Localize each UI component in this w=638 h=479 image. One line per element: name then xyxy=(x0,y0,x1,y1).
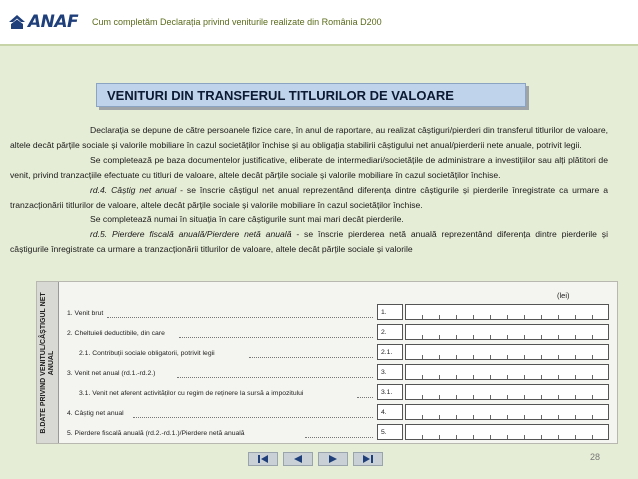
dotted-leader xyxy=(177,377,373,378)
first-slide-button[interactable] xyxy=(248,452,278,466)
dotted-leader xyxy=(133,417,373,418)
skip-forward-icon xyxy=(361,454,375,464)
row-4-label: rd.4. Câștig net anual xyxy=(90,184,177,195)
anaf-logo xyxy=(8,10,78,34)
form-row-castig-net xyxy=(59,404,618,422)
dotted-leader xyxy=(107,317,373,318)
form-row-venit-net xyxy=(59,364,618,382)
dotted-leader xyxy=(249,357,373,358)
form-row-number: 5. xyxy=(377,424,403,440)
previous-slide-button[interactable] xyxy=(283,452,313,466)
amount-input-boxes[interactable] xyxy=(405,384,609,400)
form-row-label: 1. Venit brut xyxy=(67,310,104,317)
paragraph-intro: Declarația se depune de către persoanele fizice care, în anul de raportare, au realizat câștiguri/pierderi din transferul titlurilor de valoare, altele decât părțile sociale și valorile mobiliare în cazul societăților închise și au obligația stabilirii câștigului net anual/pierderii nete anuale, potrivit legii. xyxy=(10,125,608,150)
form-row-label: 4. Câștig net anual xyxy=(67,410,124,417)
form-side-label xyxy=(40,292,56,433)
header xyxy=(0,0,638,46)
form-row-number: 1. xyxy=(377,304,403,320)
dotted-leader xyxy=(305,437,373,438)
form-side-label-line-1: B.DATE PRIVIND VENITUL/CÂȘTIGUL NET xyxy=(40,292,47,434)
form-row-label: 3.1. Venit net aferent activităților cu regim de reținere la sursă a impozitului xyxy=(79,390,304,397)
paragraph-condition: Se completează numai în situația în care câștigurile sunt mai mari decât pierderile. xyxy=(90,214,404,225)
row-4-text: - se înscrie câștigul net anual reprezentând diferența dintre câștigurile și pierderile înregistrate ca urmare a tranzacționării titlurilor de valoare, altele decât părțile sociale și valorile mobiliare în cazul societăților închise. xyxy=(10,184,608,210)
form-row-pierdere xyxy=(59,424,618,442)
amount-input-boxes[interactable] xyxy=(405,364,609,380)
slide-navigation xyxy=(248,452,383,466)
amount-input-boxes[interactable] xyxy=(405,404,609,420)
form-side-label-line-2: ANUAL xyxy=(48,350,55,376)
amount-input-boxes[interactable] xyxy=(405,304,609,320)
paragraph-documents: Se completează pe baza documentelor justificative, eliberate de intermediari/societățile de administrare a investițiilor sau alți plătitori de venit, privind tranzacțiile efectuate cu titluri de valoare, altele decât părțile sociale și valorile mobiliare în cazul societăților închise. xyxy=(10,154,608,180)
form-row-venit-brut xyxy=(59,304,618,322)
dotted-leader xyxy=(179,337,373,338)
amount-input-boxes[interactable] xyxy=(405,344,609,360)
form-row-number: 2.1. xyxy=(377,344,403,360)
form-row-label: 3. Venit net anual (rd.1.-rd.2.) xyxy=(67,370,156,377)
form-row-contributii xyxy=(59,344,618,362)
paragraph-row-4 xyxy=(10,183,608,213)
logo-text: ANAF xyxy=(28,12,79,32)
header-divider xyxy=(0,44,638,46)
form-row-number: 3. xyxy=(377,364,403,380)
next-slide-button[interactable] xyxy=(318,452,348,466)
form-side-header xyxy=(37,282,59,444)
arrow-right-icon xyxy=(326,454,340,464)
form-row-cheltuieli xyxy=(59,324,618,342)
amount-input-boxes[interactable] xyxy=(405,424,609,440)
amount-input-boxes[interactable] xyxy=(405,324,609,340)
form-row-label: 5. Pierdere fiscală anuală (rd.2.-rd.1.)/Pierdere netă anuală xyxy=(67,430,245,437)
presentation-title: Cum completăm Declarația privind veniturile realizate din România D200 xyxy=(92,17,382,27)
row-5-label: rd.5. Pierdere fiscală anuală/Pierdere netă anuală xyxy=(90,229,292,240)
explanatory-text xyxy=(10,123,608,257)
form-section-b xyxy=(36,281,618,444)
paragraph-row-5 xyxy=(10,227,608,257)
row-5-text: - se înscrie pierderea netă anuală reprezentând diferența dintre pierderile și câștigurile înregistrate ca urmare a tranzacționării titlurilor de valoare, altele decât părțile sociale și valorile xyxy=(10,229,609,255)
dotted-leader xyxy=(357,397,373,398)
section-title: VENITURI DIN TRANSFERUL TITLURILOR DE VALOARE xyxy=(96,83,526,107)
arrow-left-icon xyxy=(291,454,305,464)
form-row-number: 3.1. xyxy=(377,384,403,400)
page-number: 28 xyxy=(590,452,601,462)
form-row-venit-net-retinere xyxy=(59,384,618,402)
anaf-emblem-icon xyxy=(8,13,26,31)
form-row-label: 2.1. Contribuții sociale obligatorii, potrivit legii xyxy=(79,350,215,357)
unit-label: (lei) xyxy=(557,291,570,300)
form-row-number: 2. xyxy=(377,324,403,340)
form-row-number: 4. xyxy=(377,404,403,420)
form-row-label: 2. Cheltuieli deductibile, din care xyxy=(67,330,165,337)
skip-back-icon xyxy=(256,454,270,464)
last-slide-button[interactable] xyxy=(353,452,383,466)
